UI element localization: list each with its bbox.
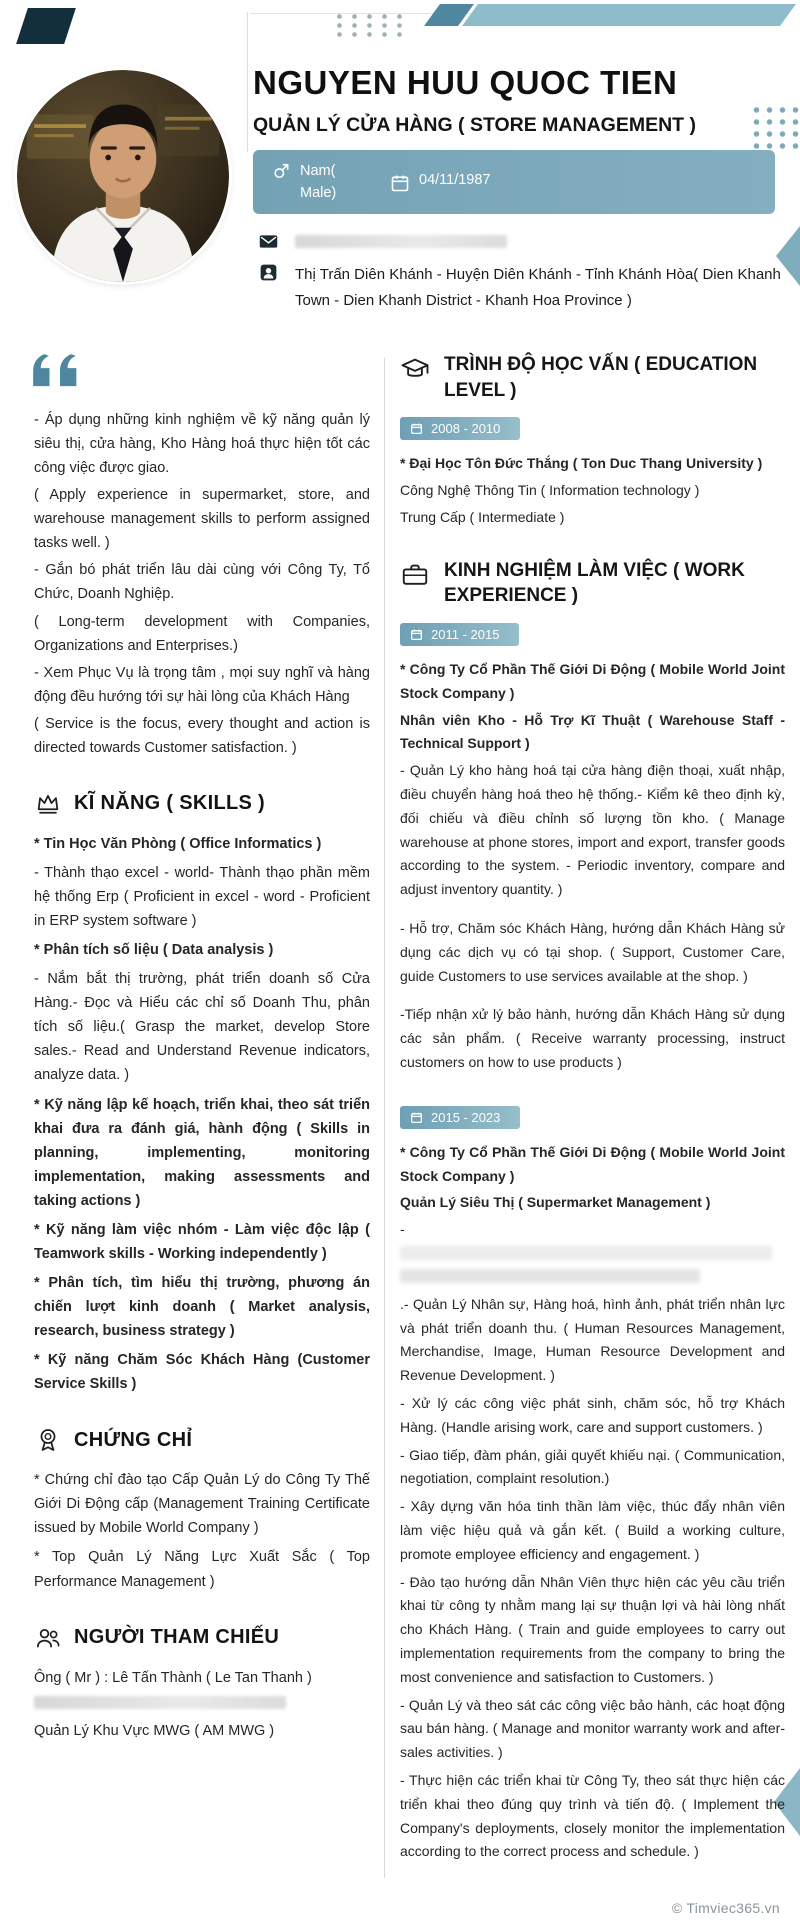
job-period-text: 2011 - 2015 xyxy=(431,626,500,642)
redacted-line xyxy=(400,1246,772,1260)
medal-icon xyxy=(34,1426,62,1454)
skill-item: * Phân tích, tìm hiểu thị trường, phương án chiến lượt kinh doanh ( Market analysis, research, business strategy ) xyxy=(34,1274,370,1340)
references-section-heading xyxy=(34,1624,370,1652)
job-role: Quản Lý Siêu Thị ( Supermarket Management ) xyxy=(400,1194,711,1211)
badge-calendar-icon xyxy=(410,1111,423,1124)
site-credit: © Timviec365.vn xyxy=(671,1900,780,1916)
email-row xyxy=(258,231,507,252)
job-bullet: - Hỗ trợ, Chăm sóc Khách Hàng, hướng dẫn Khách Hàng sử dụng các dịch vụ có tại shop. ( Support, Customer Care, guide Customers to use services available at the shop. ) xyxy=(400,919,785,984)
job-title: QUẢN LÝ CỬA HÀNG ( STORE MANAGEMENT ) xyxy=(253,114,697,136)
experience-heading-text: KINH NGHIỆM LÀM VIỆC ( WORK EXPERIENCE ) xyxy=(444,559,745,607)
objective-paragraph: - Xem Phục Vụ là trọng tâm , mọi suy nghĩ và hàng động đều hướng tới sự hài lòng của Khách Hàng xyxy=(34,664,370,705)
job-lead-dash: - xyxy=(400,1221,405,1238)
envelope-icon xyxy=(258,231,279,252)
job-period-badge xyxy=(400,1106,520,1129)
education-period-badge xyxy=(400,417,520,440)
experience-section-heading xyxy=(400,558,785,609)
right-column xyxy=(400,352,785,1868)
objective-paragraph: ( Long-term development with Companies, Organizations and Enterprises.) xyxy=(34,613,370,654)
graduation-cap-icon xyxy=(400,354,430,384)
education-degree: Trung Cấp ( Intermediate ) xyxy=(400,508,565,525)
job-period-text: 2015 - 2023 xyxy=(431,1109,501,1125)
location-icon xyxy=(258,262,279,283)
certificates-heading-text: CHỨNG CHỈ xyxy=(74,1428,193,1451)
job-bullet: - Xây dựng văn hóa tinh thần làm việc, thúc đẩy nhân viên làm việc hiệu quả và gắn kết. ( Build a working culture, promote employee efficiency and engagement. ) xyxy=(400,1498,785,1562)
skill-item: * Phân tích số liệu ( Data analysis ) xyxy=(34,942,274,959)
briefcase-icon xyxy=(400,560,430,590)
corner-accent-shape xyxy=(16,8,76,44)
job-bullet: - Giao tiếp, đàm phán, giải quyết khiếu nại. ( Communication, negotiation, complaint resolution.) xyxy=(400,1446,785,1487)
job-bullet: - Đào tạo hướng dẫn Nhân Viên thực hiện các yêu cầu triển khai từ công ty nhằm mang lại sự thuận lợi và hài lòng nhất cho Khách Hàng. ( Train and guide employees to carry out implementation requirements from the company to bring the most convenience and satisfaction to Customers. ) xyxy=(400,1573,785,1685)
job-bullet: - Quản Lý kho hàng hoá tại cửa hàng điện thoại, xuất nhập, điều chuyển hàng hoá theo hệ thống.- Kiểm kê theo định kỳ, đối chiếu và điều chỉnh số lượng tồn kho. ( Manage warehouse at phone stores, import and export, transfer goods according to the system. - Periodic inventory, compare and adjust inventory quantity. ) xyxy=(400,762,785,898)
education-period-text: 2008 - 2010 xyxy=(431,421,501,437)
crown-icon xyxy=(34,790,62,818)
people-icon xyxy=(34,1624,62,1652)
quote-icon xyxy=(32,352,370,396)
redacted-email xyxy=(295,235,507,248)
skills-heading-text: KĨ NĂNG ( SKILLS ) xyxy=(74,792,265,815)
skill-item: * Tin Học Văn Phòng ( Office Informatics ) xyxy=(34,835,322,852)
header-ribbon-light xyxy=(462,4,796,26)
education-section-heading xyxy=(400,352,785,403)
job-company: * Công Ty Cổ Phần Thế Giới Di Động ( Mobile World Joint Stock Company ) xyxy=(400,1143,785,1184)
skill-item: * Kỹ năng lập kế hoạch, triển khai, theo sát triển khai đưa ra đánh giá, hành động ( Skills in planning, implementing, monitoring implementation, making assessments and taking actions ) xyxy=(34,1096,370,1209)
reference-name: Ông ( Mr ) : Lê Tấn Thành ( Le Tan Thanh ) xyxy=(34,1669,312,1686)
skill-item: * Kỹ năng Chăm Sóc Khách Hàng (Customer Service Skills ) xyxy=(34,1352,370,1393)
calendar-icon xyxy=(390,173,410,193)
education-heading-text: TRÌNH ĐỘ HỌC VẤN ( EDUCATION LEVEL ) xyxy=(444,354,758,401)
certificate-item: * Top Quản Lý Năng Lực Xuất Sắc ( Top Performance Management ) xyxy=(34,1549,370,1590)
objective-paragraph: - Áp dụng những kinh nghiệm về kỹ năng quản lý siêu thị, cửa hàng, Kho Hàng hoá thực hiện tốt các công việc được giao. xyxy=(34,412,370,477)
badge-calendar-icon xyxy=(410,422,423,435)
redacted-line xyxy=(400,1269,700,1283)
gender-field xyxy=(271,160,346,205)
certificate-item: * Chứng chỉ đào tạo Cấp Quản Lý do Công Ty Thế Giới Di Động cấp (Management Training Certificate issued by Mobile World Company ) xyxy=(34,1472,370,1537)
job-bullet: - Quản Lý và theo sát các công việc bảo hành, các hoạt động sau bán hàng. ( Manage and monitor warranty work and after-sales activities. ) xyxy=(400,1696,785,1761)
job-bullet: -Tiếp nhận xử lý bảo hành, hướng dẫn Khách Hàng sử dụng các sản phẩm. ( Receive warranty processing, instruct customers on how to use products ) xyxy=(400,1006,785,1070)
objective-paragraph: - Gắn bó phát triển lâu dài cùng với Công Ty, Tổ Chức, Doanh Nghiệp. xyxy=(34,562,370,603)
job-company: * Công Ty Cổ Phần Thế Giới Di Động ( Mobile World Joint Stock Company ) xyxy=(400,660,785,701)
skill-item: - Thành thạo excel - world- Thành thạo phần mềm hệ thống Erp ( Proficient in excel - word - Proficient in ERP system software ) xyxy=(34,864,370,930)
redacted-reference-contact xyxy=(34,1696,286,1709)
job-bullet: .- Quản Lý Nhân sự, Hàng hoá, hình ảnh, phát triển nhân lực và phát triển doanh thu. ( Human Resources Management, Merchandise, Image, Human Resource Development and Revenue Development. ) xyxy=(400,1295,785,1384)
dob-value: 04/11/1987 xyxy=(419,171,491,188)
address-row xyxy=(258,262,787,315)
left-column xyxy=(34,352,370,1746)
skills-section-heading xyxy=(34,790,370,818)
gender-value: Nam(Male) xyxy=(300,162,337,201)
avatar-illustration xyxy=(17,70,229,282)
job-bullet: - Thực hiện các triển khai từ Công Ty, theo sát thực hiện các triển khai theo đúng quy trình và tiến độ. ( Implement the Company's deployments, closely monitor the implementation according to the correct process and schedule. ) xyxy=(400,1772,785,1860)
objective-paragraph: ( Service is the focus, every thought and action is directed towards Customer satisfaction. ) xyxy=(34,715,370,756)
avatar xyxy=(17,70,229,282)
education-school: * Đại Học Tôn Đức Thắng ( Ton Duc Thang University ) xyxy=(400,455,763,472)
references-heading-text: NGƯỜI THAM CHIẾU xyxy=(74,1626,280,1649)
certificates-section-heading xyxy=(34,1426,370,1454)
education-major: Công Nghệ Thông Tin ( Information technology ) xyxy=(400,482,700,499)
candidate-name: NGUYEN HUU QUOC TIEN xyxy=(253,64,678,101)
gender-icon xyxy=(271,161,291,181)
dots-pattern-right xyxy=(750,104,800,152)
job-period-badge xyxy=(400,623,519,646)
badge-calendar-icon xyxy=(410,628,423,641)
redacted-text-block xyxy=(400,1246,785,1283)
address-value: Thị Trấn Diên Khánh - Huyện Diên Khánh - Tỉnh Khánh Hòa( Dien Khanh Town - Dien Khanh District - Khanh Hoa Province ) xyxy=(295,266,781,310)
reference-role: Quản Lý Khu Vực MWG ( AM MWG ) xyxy=(34,1722,275,1739)
dots-pattern-top xyxy=(332,12,408,40)
skill-item: - Nắm bắt thị trường, phát triển doanh số Cửa Hàng.- Đọc và Hiểu các chỉ số Doanh Thu, phân tích số liệu.( Grasp the market, develop Store sales.- Read and Understand Revenue indicators, analyze data. ) xyxy=(34,971,370,1084)
job-role: Nhân viên Kho - Hỗ Trợ Kĩ Thuật ( Warehouse Staff - Technical Support ) xyxy=(400,711,785,752)
column-divider xyxy=(384,358,385,1878)
job-bullet: - Xử lý các công việc phát sinh, chăm sóc, hỗ trợ Khách Hàng. (Handle arising work, care and support customers. ) xyxy=(400,1395,785,1435)
header-vertical-line xyxy=(247,12,248,152)
dob-field xyxy=(390,172,491,193)
personal-info-bar xyxy=(253,150,775,214)
objective-paragraph: ( Apply experience in supermarket, store, and warehouse management skills to perform assigned tasks well. ) xyxy=(34,487,370,552)
skill-item: * Kỹ năng làm việc nhóm - Làm việc độc lập ( Teamwork skills - Working independently ) xyxy=(34,1221,370,1262)
